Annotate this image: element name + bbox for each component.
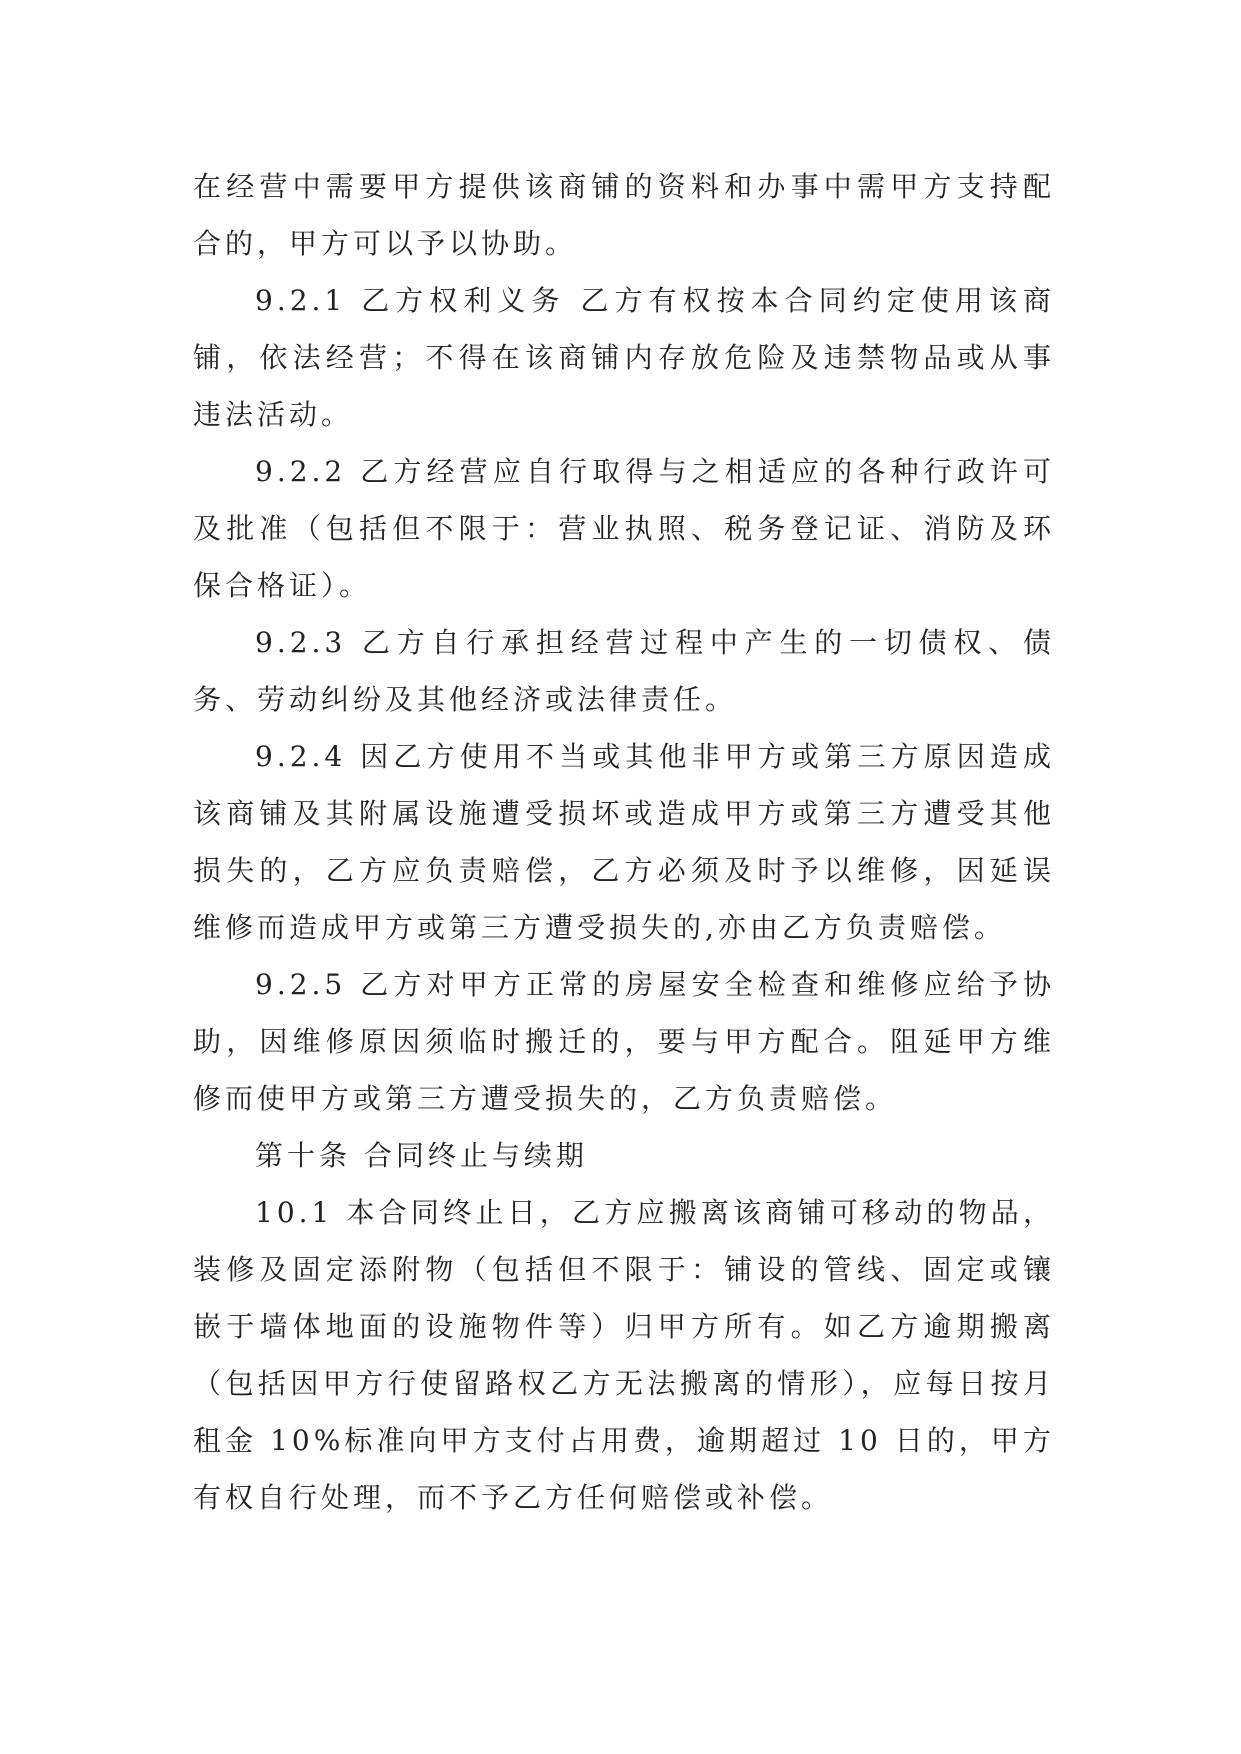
paragraph-9-2-5: 9.2.5 乙方对甲方正常的房屋安全检查和维修应给予协助，因维修原因须临时搬迁的，要与甲方配合。阻延甲方维修而使甲方或第三方遭受损失的，乙方负责赔偿。 [193, 968, 1055, 1115]
paragraph-9-2-4: 9.2.4 因乙方使用不当或其他非甲方或第三方原因造成该商铺及其附属设施遭受损坏或造成甲方或第三方遭受其他损失的，乙方应负责赔偿，乙方必须及时予以维修，因延误维修而造成甲方或第三方遭受损失的,亦由乙方负责赔偿。 [193, 740, 1055, 944]
paragraph-10-1: 10.1 本合同终止日，乙方应搬离该商铺可移动的物品，装修及固定添附物（包括但不限于：铺设的管线、固定或镶嵌于墙体地面的设施物件等）归甲方所有。如乙方逾期搬离（包括因甲方行使留路权乙方无法搬离的情形），应每日按月租金 10%标准向甲方支付占用费，逾期超过 10 日的，甲方有权自行处理，而不予乙方任何赔偿或补偿。 [193, 1196, 1055, 1514]
paragraph-cooperation: 在经营中需要甲方提供该商铺的资料和办事中需甲方支持配合的，甲方可以予以协助。 [193, 170, 1055, 260]
paragraph-9-2-2: 9.2.2 乙方经营应自行取得与之相适应的各种行政许可及批准（包括但不限于：营业执照、税务登记证、消防及环保合格证）。 [193, 455, 1055, 602]
paragraph-9-2-1: 9.2.1 乙方权利义务 乙方有权按本合同约定使用该商铺，依法经营；不得在该商铺内存放危险及违禁物品或从事违法活动。 [193, 284, 1055, 431]
section-heading-article-10: 第十条 合同终止与续期 [255, 1139, 588, 1172]
paragraph-9-2-3: 9.2.3 乙方自行承担经营过程中产生的一切债权、债务、劳动纠纷及其他经济或法律责任。 [193, 626, 1055, 716]
document-body [193, 158, 1055, 1526]
